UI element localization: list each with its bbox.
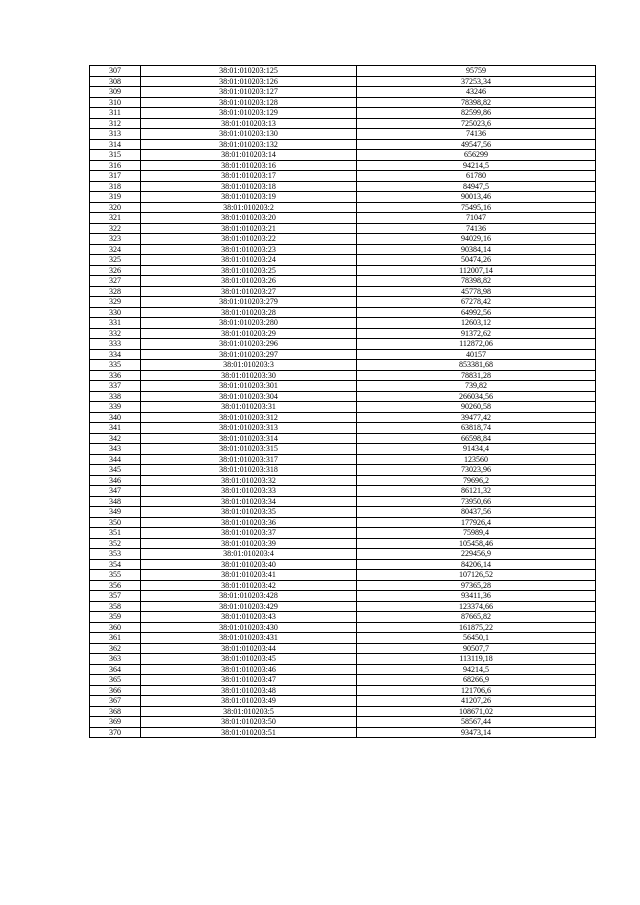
row-number-cell: 367 — [90, 696, 141, 707]
cadastral-number-cell: 38:01:010203:296 — [141, 339, 357, 350]
value-cell: 74136 — [357, 223, 596, 234]
row-number-cell: 368 — [90, 706, 141, 717]
value-cell: 105458,46 — [357, 538, 596, 549]
value-cell: 80437,56 — [357, 507, 596, 518]
table-row — [90, 517, 596, 528]
table-row — [90, 538, 596, 549]
value-cell: 94029,16 — [357, 234, 596, 245]
row-number-cell: 347 — [90, 486, 141, 497]
cadastral-number-cell: 38:01:010203:21 — [141, 223, 357, 234]
value-cell: 43246 — [357, 87, 596, 98]
cadastral-number-cell: 38:01:010203:304 — [141, 391, 357, 402]
table-row — [90, 255, 596, 266]
cadastral-number-cell: 38:01:010203:129 — [141, 108, 357, 119]
table-row — [90, 234, 596, 245]
table-row — [90, 622, 596, 633]
row-number-cell: 321 — [90, 213, 141, 224]
cadastral-number-cell: 38:01:010203:51 — [141, 727, 357, 738]
table-row — [90, 360, 596, 371]
table-row — [90, 87, 596, 98]
row-number-cell: 341 — [90, 423, 141, 434]
cadastral-number-cell: 38:01:010203:34 — [141, 496, 357, 507]
value-cell: 177926,4 — [357, 517, 596, 528]
cadastral-number-cell: 38:01:010203:18 — [141, 181, 357, 192]
table-row — [90, 160, 596, 171]
value-cell: 66598,84 — [357, 433, 596, 444]
row-number-cell: 363 — [90, 654, 141, 665]
table-row — [90, 528, 596, 539]
value-cell: 49547,56 — [357, 139, 596, 150]
row-number-cell: 342 — [90, 433, 141, 444]
table-row — [90, 412, 596, 423]
cadastral-number-cell: 38:01:010203:29 — [141, 328, 357, 339]
row-number-cell: 338 — [90, 391, 141, 402]
row-number-cell: 315 — [90, 150, 141, 161]
row-number-cell: 346 — [90, 475, 141, 486]
cadastral-number-cell: 38:01:010203:36 — [141, 517, 357, 528]
row-number-cell: 353 — [90, 549, 141, 560]
table-row — [90, 318, 596, 329]
row-number-cell: 356 — [90, 580, 141, 591]
table-row — [90, 129, 596, 140]
table-row — [90, 612, 596, 623]
value-cell: 67278,42 — [357, 297, 596, 308]
table-row — [90, 339, 596, 350]
cadastral-number-cell: 38:01:010203:25 — [141, 265, 357, 276]
value-cell: 90013,46 — [357, 192, 596, 203]
value-cell: 91434,4 — [357, 444, 596, 455]
table-row — [90, 76, 596, 87]
table-row — [90, 643, 596, 654]
table-row — [90, 108, 596, 119]
value-cell: 112007,14 — [357, 265, 596, 276]
value-cell: 229456,9 — [357, 549, 596, 560]
table-row — [90, 381, 596, 392]
table-row — [90, 696, 596, 707]
table-row — [90, 507, 596, 518]
table-row — [90, 601, 596, 612]
value-cell: 41207,26 — [357, 696, 596, 707]
row-number-cell: 357 — [90, 591, 141, 602]
value-cell: 123560 — [357, 454, 596, 465]
table-row — [90, 580, 596, 591]
value-cell: 90507,7 — [357, 643, 596, 654]
row-number-cell: 327 — [90, 276, 141, 287]
table-row — [90, 202, 596, 213]
row-number-cell: 358 — [90, 601, 141, 612]
value-cell: 97365,28 — [357, 580, 596, 591]
cadastral-number-cell: 38:01:010203:30 — [141, 370, 357, 381]
table-row — [90, 286, 596, 297]
table-row — [90, 675, 596, 686]
row-number-cell: 314 — [90, 139, 141, 150]
table-row — [90, 465, 596, 476]
row-number-cell: 319 — [90, 192, 141, 203]
row-number-cell: 352 — [90, 538, 141, 549]
value-cell: 75989,4 — [357, 528, 596, 539]
value-cell: 37253,34 — [357, 76, 596, 87]
cadastral-number-cell: 38:01:010203:50 — [141, 717, 357, 728]
cadastral-number-cell: 38:01:010203:32 — [141, 475, 357, 486]
cadastral-value-table — [89, 65, 596, 738]
cadastral-number-cell: 38:01:010203:16 — [141, 160, 357, 171]
cadastral-number-cell: 38:01:010203:5 — [141, 706, 357, 717]
value-cell: 68266,9 — [357, 675, 596, 686]
cadastral-number-cell: 38:01:010203:125 — [141, 66, 357, 77]
value-cell: 39477,42 — [357, 412, 596, 423]
table-row — [90, 727, 596, 738]
row-number-cell: 334 — [90, 349, 141, 360]
cadastral-number-cell: 38:01:010203:46 — [141, 664, 357, 675]
row-number-cell: 307 — [90, 66, 141, 77]
value-cell: 95759 — [357, 66, 596, 77]
row-number-cell: 310 — [90, 97, 141, 108]
cadastral-number-cell: 38:01:010203:48 — [141, 685, 357, 696]
row-number-cell: 348 — [90, 496, 141, 507]
value-cell: 84947,5 — [357, 181, 596, 192]
row-number-cell: 309 — [90, 87, 141, 98]
table-row — [90, 559, 596, 570]
table-row — [90, 486, 596, 497]
cadastral-number-cell: 38:01:010203:23 — [141, 244, 357, 255]
cadastral-number-cell: 38:01:010203:47 — [141, 675, 357, 686]
table-row — [90, 402, 596, 413]
cadastral-number-cell: 38:01:010203:39 — [141, 538, 357, 549]
value-cell: 78398,82 — [357, 97, 596, 108]
row-number-cell: 318 — [90, 181, 141, 192]
cadastral-number-cell: 38:01:010203:280 — [141, 318, 357, 329]
cadastral-number-cell: 38:01:010203:14 — [141, 150, 357, 161]
table-row — [90, 97, 596, 108]
row-number-cell: 344 — [90, 454, 141, 465]
row-number-cell: 349 — [90, 507, 141, 518]
table-row — [90, 685, 596, 696]
cadastral-number-cell: 38:01:010203:19 — [141, 192, 357, 203]
cadastral-number-cell: 38:01:010203:26 — [141, 276, 357, 287]
cadastral-number-cell: 38:01:010203:312 — [141, 412, 357, 423]
cadastral-number-cell: 38:01:010203:128 — [141, 97, 357, 108]
cadastral-number-cell: 38:01:010203:33 — [141, 486, 357, 497]
table-row — [90, 570, 596, 581]
cadastral-number-cell: 38:01:010203:130 — [141, 129, 357, 140]
cadastral-number-cell: 38:01:010203:431 — [141, 633, 357, 644]
value-cell: 86121,32 — [357, 486, 596, 497]
row-number-cell: 370 — [90, 727, 141, 738]
row-number-cell: 362 — [90, 643, 141, 654]
cadastral-number-cell: 38:01:010203:315 — [141, 444, 357, 455]
row-number-cell: 337 — [90, 381, 141, 392]
cadastral-number-cell: 38:01:010203:301 — [141, 381, 357, 392]
cadastral-number-cell: 38:01:010203:429 — [141, 601, 357, 612]
value-cell: 84206,14 — [357, 559, 596, 570]
cadastral-number-cell: 38:01:010203:430 — [141, 622, 357, 633]
value-cell: 64992,56 — [357, 307, 596, 318]
cadastral-number-cell: 38:01:010203:279 — [141, 297, 357, 308]
row-number-cell: 360 — [90, 622, 141, 633]
cadastral-number-cell: 38:01:010203:49 — [141, 696, 357, 707]
cadastral-number-cell: 38:01:010203:126 — [141, 76, 357, 87]
value-cell: 656299 — [357, 150, 596, 161]
cadastral-number-cell: 38:01:010203:41 — [141, 570, 357, 581]
value-cell: 266034,56 — [357, 391, 596, 402]
row-number-cell: 335 — [90, 360, 141, 371]
row-number-cell: 333 — [90, 339, 141, 350]
row-number-cell: 351 — [90, 528, 141, 539]
value-cell: 78398,82 — [357, 276, 596, 287]
table-row — [90, 276, 596, 287]
value-cell: 40157 — [357, 349, 596, 360]
value-cell: 112872,06 — [357, 339, 596, 350]
row-number-cell: 330 — [90, 307, 141, 318]
cadastral-number-cell: 38:01:010203:28 — [141, 307, 357, 318]
table-row — [90, 423, 596, 434]
value-cell: 82599,86 — [357, 108, 596, 119]
table-row — [90, 349, 596, 360]
row-number-cell: 325 — [90, 255, 141, 266]
table-row — [90, 297, 596, 308]
row-number-cell: 359 — [90, 612, 141, 623]
table-row — [90, 223, 596, 234]
cadastral-number-cell: 38:01:010203:27 — [141, 286, 357, 297]
value-cell: 108671,02 — [357, 706, 596, 717]
cadastral-number-cell: 38:01:010203:318 — [141, 465, 357, 476]
table-row — [90, 370, 596, 381]
value-cell: 56450,1 — [357, 633, 596, 644]
value-cell: 90260,58 — [357, 402, 596, 413]
cadastral-number-cell: 38:01:010203:313 — [141, 423, 357, 434]
value-cell: 58567,44 — [357, 717, 596, 728]
cadastral-number-cell: 38:01:010203:20 — [141, 213, 357, 224]
value-cell: 161875,22 — [357, 622, 596, 633]
value-cell: 87665,82 — [357, 612, 596, 623]
value-cell: 113119,18 — [357, 654, 596, 665]
row-number-cell: 332 — [90, 328, 141, 339]
row-number-cell: 345 — [90, 465, 141, 476]
row-number-cell: 354 — [90, 559, 141, 570]
value-cell: 123374,66 — [357, 601, 596, 612]
row-number-cell: 324 — [90, 244, 141, 255]
table-row — [90, 192, 596, 203]
table-row — [90, 654, 596, 665]
table-row — [90, 706, 596, 717]
cadastral-number-cell: 38:01:010203:4 — [141, 549, 357, 560]
value-cell: 61780 — [357, 171, 596, 182]
value-cell: 78831,28 — [357, 370, 596, 381]
row-number-cell: 316 — [90, 160, 141, 171]
cadastral-number-cell: 38:01:010203:42 — [141, 580, 357, 591]
cadastral-number-cell: 38:01:010203:3 — [141, 360, 357, 371]
cadastral-number-cell: 38:01:010203:35 — [141, 507, 357, 518]
row-number-cell: 311 — [90, 108, 141, 119]
row-number-cell: 317 — [90, 171, 141, 182]
table-row — [90, 265, 596, 276]
cadastral-number-cell: 38:01:010203:314 — [141, 433, 357, 444]
row-number-cell: 313 — [90, 129, 141, 140]
value-cell: 71047 — [357, 213, 596, 224]
cadastral-number-cell: 38:01:010203:132 — [141, 139, 357, 150]
table-row — [90, 150, 596, 161]
cadastral-number-cell: 38:01:010203:127 — [141, 87, 357, 98]
table-row — [90, 171, 596, 182]
row-number-cell: 361 — [90, 633, 141, 644]
table-body — [90, 66, 596, 738]
row-number-cell: 308 — [90, 76, 141, 87]
cadastral-number-cell: 38:01:010203:13 — [141, 118, 357, 129]
value-cell: 73950,66 — [357, 496, 596, 507]
row-number-cell: 366 — [90, 685, 141, 696]
value-cell: 50474,26 — [357, 255, 596, 266]
table-row — [90, 391, 596, 402]
row-number-cell: 369 — [90, 717, 141, 728]
table-row — [90, 633, 596, 644]
value-cell: 91372,62 — [357, 328, 596, 339]
row-number-cell: 329 — [90, 297, 141, 308]
cadastral-number-cell: 38:01:010203:22 — [141, 234, 357, 245]
row-number-cell: 326 — [90, 265, 141, 276]
table-row — [90, 549, 596, 560]
table-row — [90, 454, 596, 465]
cadastral-number-cell: 38:01:010203:44 — [141, 643, 357, 654]
table-row — [90, 328, 596, 339]
value-cell: 107126,52 — [357, 570, 596, 581]
table-row — [90, 717, 596, 728]
row-number-cell: 328 — [90, 286, 141, 297]
cadastral-number-cell: 38:01:010203:43 — [141, 612, 357, 623]
table-row — [90, 66, 596, 77]
value-cell: 121706,6 — [357, 685, 596, 696]
cadastral-number-cell: 38:01:010203:40 — [141, 559, 357, 570]
cadastral-number-cell: 38:01:010203:24 — [141, 255, 357, 266]
value-cell: 45778,98 — [357, 286, 596, 297]
value-cell: 73023,96 — [357, 465, 596, 476]
cadastral-number-cell: 38:01:010203:17 — [141, 171, 357, 182]
row-number-cell: 322 — [90, 223, 141, 234]
value-cell: 63818,74 — [357, 423, 596, 434]
value-cell: 94214,5 — [357, 664, 596, 675]
row-number-cell: 331 — [90, 318, 141, 329]
value-cell: 12603,12 — [357, 318, 596, 329]
cadastral-number-cell: 38:01:010203:31 — [141, 402, 357, 413]
table-row — [90, 433, 596, 444]
cadastral-number-cell: 38:01:010203:297 — [141, 349, 357, 360]
table-row — [90, 244, 596, 255]
cadastral-number-cell: 38:01:010203:317 — [141, 454, 357, 465]
row-number-cell: 365 — [90, 675, 141, 686]
table-row — [90, 591, 596, 602]
row-number-cell: 343 — [90, 444, 141, 455]
value-cell: 74136 — [357, 129, 596, 140]
table-row — [90, 181, 596, 192]
value-cell: 75495,16 — [357, 202, 596, 213]
table-row — [90, 496, 596, 507]
value-cell: 725023,6 — [357, 118, 596, 129]
table-row — [90, 139, 596, 150]
table-row — [90, 307, 596, 318]
value-cell: 739,82 — [357, 381, 596, 392]
cadastral-number-cell: 38:01:010203:37 — [141, 528, 357, 539]
value-cell: 93473,14 — [357, 727, 596, 738]
row-number-cell: 323 — [90, 234, 141, 245]
row-number-cell: 364 — [90, 664, 141, 675]
value-cell: 94214,5 — [357, 160, 596, 171]
table-row — [90, 664, 596, 675]
row-number-cell: 312 — [90, 118, 141, 129]
table-row — [90, 475, 596, 486]
value-cell: 79696,2 — [357, 475, 596, 486]
row-number-cell: 336 — [90, 370, 141, 381]
row-number-cell: 340 — [90, 412, 141, 423]
value-cell: 93411,36 — [357, 591, 596, 602]
table-row — [90, 213, 596, 224]
cadastral-number-cell: 38:01:010203:2 — [141, 202, 357, 213]
value-cell: 90384,14 — [357, 244, 596, 255]
value-cell: 853381,68 — [357, 360, 596, 371]
row-number-cell: 320 — [90, 202, 141, 213]
row-number-cell: 355 — [90, 570, 141, 581]
table-row — [90, 118, 596, 129]
cadastral-number-cell: 38:01:010203:45 — [141, 654, 357, 665]
cadastral-number-cell: 38:01:010203:428 — [141, 591, 357, 602]
row-number-cell: 350 — [90, 517, 141, 528]
table-row — [90, 444, 596, 455]
row-number-cell: 339 — [90, 402, 141, 413]
